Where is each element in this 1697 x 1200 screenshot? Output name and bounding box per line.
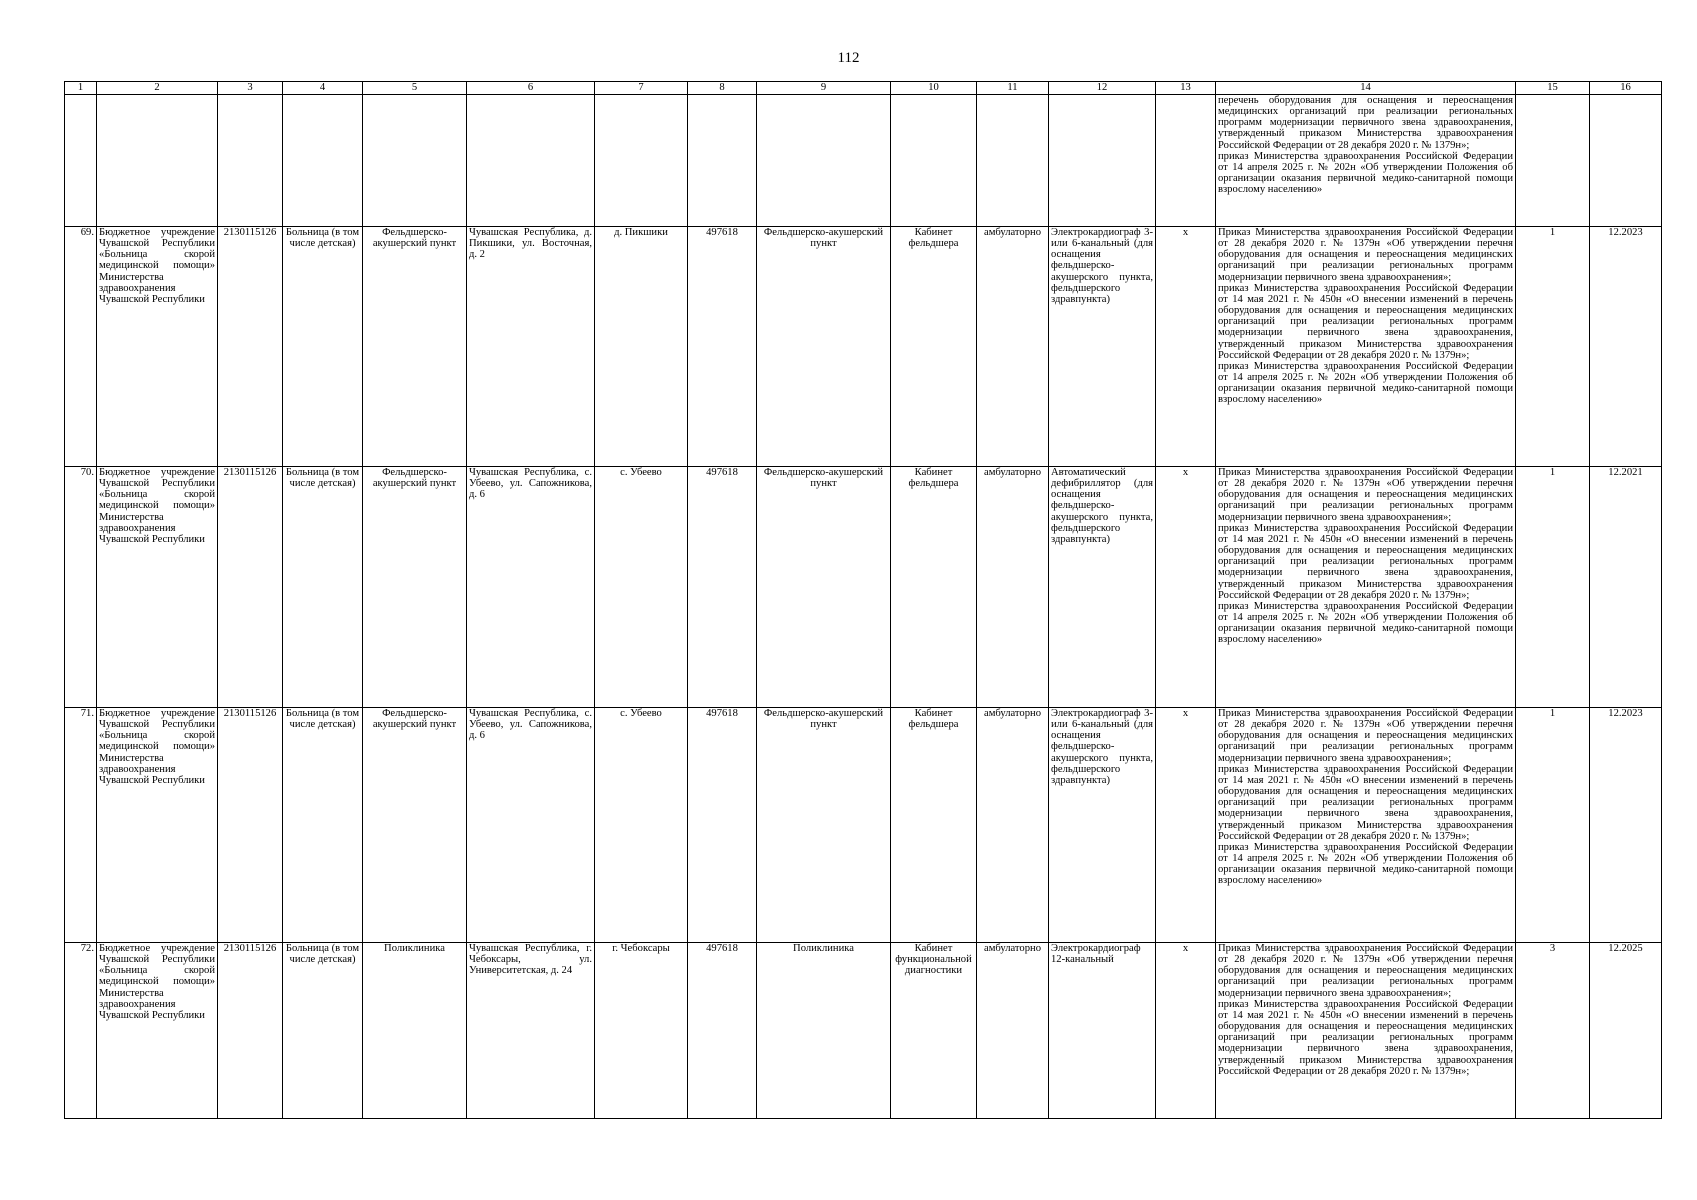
col-header: 8 — [688, 82, 757, 95]
mark-cell: x — [1156, 467, 1216, 708]
equipment-table — [64, 81, 1662, 1119]
division-cell: Фельдшерско-акушерский пункт — [757, 227, 891, 467]
mode-cell: амбулаторно — [977, 943, 1049, 1119]
equipment-cell: Электрокардиограф 3- или 6-канальный (для оснащения фельдшерско-акушерского пункта, фельдшерского здравпункта) — [1049, 227, 1156, 467]
address-cell: Чувашская Республика, д. Пикшики, ул. Восточная, д. 2 — [467, 227, 595, 467]
division-cell: Фельдшерско-акушерский пункт — [757, 708, 891, 943]
division-cell: Поликлиника — [757, 943, 891, 1119]
unit-cell: Фельдшерско-акушерский пункт — [363, 227, 467, 467]
okato-cell: 497618 — [688, 708, 757, 943]
table-row — [65, 943, 1662, 1119]
room-cell: Кабинет фельдшера — [891, 708, 977, 943]
division-cell: Фельдшерско-акушерский пункт — [757, 467, 891, 708]
date-cell: 12.2021 — [1590, 467, 1662, 708]
legal-basis-cell: Приказ Министерства здравоохранения Российской Федерации от 28 декабря 2020 г. № 1379н «Об утверждении перечня оборудования для оснащения и переоснащения медицинских организаций при реализации региональных программ модернизации первичного звена здравоохранения»; приказ Министерства здравоохранения Российской Федерации от 14 мая 2021 г. № 450н «О внесении изменений в перечень оборудования для оснащения и переоснащения медицинских организаций при реализации региональных программ модернизации первичного звена здравоохранения, утвержденный приказом Министерства здравоохранения Российской Федерации от 28 декабря 2020 г. № 1379н»; приказ Министерства здравоохранения Российской Федерации от 14 апреля 2025 г. № 202н «Об утверждении Положения об организации оказания первичной медико-санитарной помощи взрослому населению» — [1216, 467, 1516, 708]
unit-cell: Фельдшерско-акушерский пункт — [363, 708, 467, 943]
continuation-row — [65, 95, 1662, 227]
org-name-cell: Бюджетное учреждение Чувашской Республики «Больница скорой медицинской помощи» Министерства здравоохранения Чувашской Республики — [97, 943, 218, 1119]
col-header: 6 — [467, 82, 595, 95]
legal-basis-cell: Приказ Министерства здравоохранения Российской Федерации от 28 декабря 2020 г. № 1379н «Об утверждении перечня оборудования для оснащения и переоснащения медицинских организаций при реализации региональных программ модернизации первичного звена здравоохранения»; приказ Министерства здравоохранения Российской Федерации от 14 мая 2021 г. № 450н «О внесении изменений в перечень оборудования для оснащения и переоснащения медицинских организаций при реализации региональных программ модернизации первичного звена здравоохранения, утвержденный приказом Министерства здравоохранения Российской Федерации от 28 декабря 2020 г. № 1379н»; приказ Министерства здравоохранения Российской Федерации от 14 апреля 2025 г. № 202н «Об утверждении Положения об организации оказания первичной медико-санитарной помощи взрослому населению» — [1216, 708, 1516, 943]
inn-cell: 2130115126 — [218, 227, 283, 467]
equipment-cell: Электрокардиограф 3- или 6-канальный (для оснащения фельдшерско-акушерского пункта, фельдшерского здравпункта) — [1049, 708, 1156, 943]
okato-cell: 497618 — [688, 467, 757, 708]
col-header: 16 — [1590, 82, 1662, 95]
legal-basis-cell: перечень оборудования для оснащения и переоснащения медицинских организаций при реализации региональных программ модернизации первичного звена здравоохранения, утвержденный приказом Министерства здравоохранения Российской Федерации от 28 декабря 2020 г. № 1379н»; приказ Министерства здравоохранения Российской Федерации от 14 апреля 2025 г. № 202н «Об утверждении Положения об организации оказания первичной медико-санитарной помощи взрослому населению» — [1216, 95, 1516, 227]
locality-cell: с. Убеево — [595, 708, 688, 943]
mark-cell: x — [1156, 943, 1216, 1119]
date-cell: 12.2023 — [1590, 708, 1662, 943]
room-cell: Кабинет фельдшера — [891, 467, 977, 708]
org-type-cell: Больница (в том числе детская) — [283, 467, 363, 708]
col-header: 1 — [65, 82, 97, 95]
equipment-cell: Автоматический дефибриллятор (для оснащения фельдшерско-акушерского пункта, фельдшерского здравпункта) — [1049, 467, 1156, 708]
org-name-cell: Бюджетное учреждение Чувашской Республики «Больница скорой медицинской помощи» Министерства здравоохранения Чувашской Республики — [97, 708, 218, 943]
date-cell: 12.2023 — [1590, 227, 1662, 467]
org-name-cell: Бюджетное учреждение Чувашской Республики «Больница скорой медицинской помощи» Министерства здравоохранения Чувашской Республики — [97, 467, 218, 708]
date-cell: 12.2025 — [1590, 943, 1662, 1119]
unit-cell: Поликлиника — [363, 943, 467, 1119]
page-number: 112 — [837, 50, 860, 66]
mark-cell: x — [1156, 708, 1216, 943]
col-header: 13 — [1156, 82, 1216, 95]
locality-cell: г. Чебоксары — [595, 943, 688, 1119]
col-header: 2 — [97, 82, 218, 95]
mode-cell: амбулаторно — [977, 227, 1049, 467]
org-type-cell: Больница (в том числе детская) — [283, 708, 363, 943]
col-header: 5 — [363, 82, 467, 95]
table-row — [65, 227, 1662, 467]
legal-basis-cell: Приказ Министерства здравоохранения Российской Федерации от 28 декабря 2020 г. № 1379н «Об утверждении перечня оборудования для оснащения и переоснащения медицинских организаций при реализации региональных программ модернизации первичного звена здравоохранения»; приказ Министерства здравоохранения Российской Федерации от 14 мая 2021 г. № 450н «О внесении изменений в перечень оборудования для оснащения и переоснащения медицинских организаций при реализации региональных программ модернизации первичного звена здравоохранения, утвержденный приказом Министерства здравоохранения Российской Федерации от 28 декабря 2020 г. № 1379н»; — [1216, 943, 1516, 1119]
row-number: 71. — [65, 708, 97, 943]
equipment-cell: Электрокардиограф 12-канальный — [1049, 943, 1156, 1119]
row-number: 70. — [65, 467, 97, 708]
quantity-cell: 1 — [1516, 708, 1590, 943]
legal-basis-cell: Приказ Министерства здравоохранения Российской Федерации от 28 декабря 2020 г. № 1379н «Об утверждении перечня оборудования для оснащения и переоснащения медицинских организаций при реализации региональных программ модернизации первичного звена здравоохранения»; приказ Министерства здравоохранения Российской Федерации от 14 мая 2021 г. № 450н «О внесении изменений в перечень оборудования для оснащения и переоснащения медицинских организаций при реализации региональных программ модернизации первичного звена здравоохранения, утвержденный приказом Министерства здравоохранения Российской Федерации от 28 декабря 2020 г. № 1379н»; приказ Министерства здравоохранения Российской Федерации от 14 апреля 2025 г. № 202н «Об утверждении Положения об организации оказания первичной медико-санитарной помощи взрослому населению» — [1216, 227, 1516, 467]
col-header: 10 — [891, 82, 977, 95]
room-cell: Кабинет фельдшера — [891, 227, 977, 467]
column-number-header — [65, 82, 1662, 95]
quantity-cell: 3 — [1516, 943, 1590, 1119]
locality-cell: с. Убеево — [595, 467, 688, 708]
address-cell: Чувашская Республика, с. Убеево, ул. Сапожникова, д. 6 — [467, 708, 595, 943]
quantity-cell: 1 — [1516, 227, 1590, 467]
row-number: 72. — [65, 943, 97, 1119]
okato-cell: 497618 — [688, 227, 757, 467]
col-header: 11 — [977, 82, 1049, 95]
table-row — [65, 708, 1662, 943]
inn-cell: 2130115126 — [218, 708, 283, 943]
col-header: 14 — [1216, 82, 1516, 95]
row-number: 69. — [65, 227, 97, 467]
org-type-cell: Больница (в том числе детская) — [283, 943, 363, 1119]
inn-cell: 2130115126 — [218, 943, 283, 1119]
col-header: 9 — [757, 82, 891, 95]
locality-cell: д. Пикшики — [595, 227, 688, 467]
okato-cell: 497618 — [688, 943, 757, 1119]
col-header: 4 — [283, 82, 363, 95]
col-header: 3 — [218, 82, 283, 95]
room-cell: Кабинет функциональной диагностики — [891, 943, 977, 1119]
mode-cell: амбулаторно — [977, 708, 1049, 943]
mark-cell: x — [1156, 227, 1216, 467]
col-header: 15 — [1516, 82, 1590, 95]
address-cell: Чувашская Республика, с. Убеево, ул. Сапожникова, д. 6 — [467, 467, 595, 708]
org-name-cell: Бюджетное учреждение Чувашской Республики «Больница скорой медицинской помощи» Министерства здравоохранения Чувашской Республики — [97, 227, 218, 467]
col-header: 7 — [595, 82, 688, 95]
unit-cell: Фельдшерско-акушерский пункт — [363, 467, 467, 708]
table-row — [65, 467, 1662, 708]
quantity-cell: 1 — [1516, 467, 1590, 708]
col-header: 12 — [1049, 82, 1156, 95]
inn-cell: 2130115126 — [218, 467, 283, 708]
address-cell: Чувашская Республика, г. Чебоксары, ул. Университетская, д. 24 — [467, 943, 595, 1119]
mode-cell: амбулаторно — [977, 467, 1049, 708]
org-type-cell: Больница (в том числе детская) — [283, 227, 363, 467]
